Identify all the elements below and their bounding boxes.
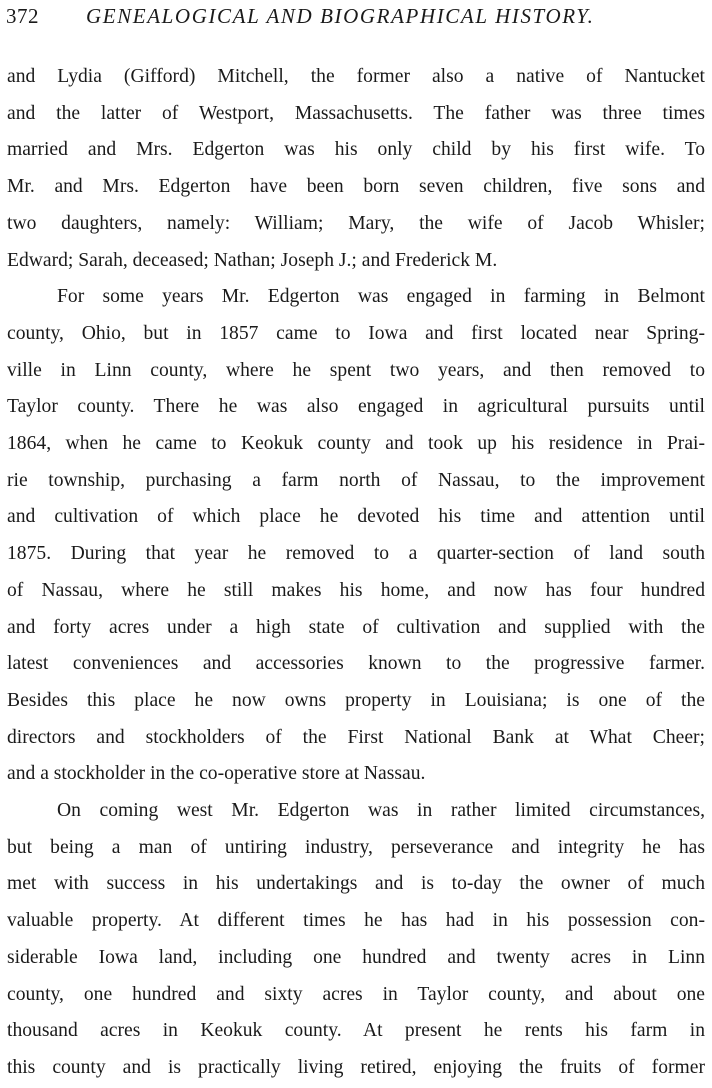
- page-number: 372: [6, 4, 39, 28]
- text-line: valuable property. At different times he has had in his possession con-: [7, 910, 705, 932]
- text-line: For some years Mr. Edgerton was engaged in farming in Belmont: [57, 286, 705, 308]
- text-line: ville in Linn county, where he spent two years, and then removed to: [7, 359, 705, 381]
- paragraph: [7, 279, 705, 793]
- text-line: On coming west Mr. Edgerton was in rather limited circumstances,: [57, 800, 705, 822]
- text-line: Besides this place he now owns property in Louisiana; is one of the: [7, 689, 705, 711]
- text-line: thousand acres in Keokuk county. At present he rents his farm in: [7, 1020, 705, 1042]
- text-line: 1875. During that year he removed to a quarter-section of land south: [7, 543, 705, 565]
- text-line: county, one hundred and sixty acres in Taylor county, and about one: [7, 983, 705, 1005]
- text-line: two daughters, namely: William; Mary, the wife of Jacob Whisler;: [7, 212, 705, 234]
- text-line: this county and is practically living retired, enjoying the fruits of former: [7, 1056, 705, 1078]
- running-title: GENEALOGICAL AND BIOGRAPHICAL HISTORY.: [86, 4, 595, 28]
- text-line: married and Mrs. Edgerton was his only child by his first wife. To: [7, 139, 705, 161]
- text-line: and Lydia (Gifford) Mitchell, the former also a native of Nantucket: [7, 66, 705, 87]
- paragraph: [7, 793, 705, 1087]
- page-body: [7, 59, 705, 1087]
- text-line: and forty acres under a high state of cultivation and supplied with the: [7, 616, 705, 638]
- text-line: Taylor county. There he was also engaged in agricultural pursuits until: [7, 396, 705, 418]
- text-line: and the latter of Westport, Massachusetts. The father was three times: [7, 102, 705, 124]
- text-line: Mr. and Mrs. Edgerton have been born seven children, five sons and: [7, 176, 705, 198]
- text-line: of Nassau, where he still makes his home, and now has four hundred: [7, 579, 705, 601]
- text-line: county, Ohio, but in 1857 came to Iowa and first located near Spring-: [7, 322, 705, 344]
- text-line: siderable Iowa land, including one hundred and twenty acres in Linn: [7, 946, 705, 968]
- text-line: and cultivation of which place he devoted his time and attention until: [7, 506, 705, 528]
- text-line: rie township, purchasing a farm north of Nassau, to the improvement: [7, 469, 705, 491]
- text-line: directors and stockholders of the First National Bank at What Cheer;: [7, 726, 705, 748]
- text-line: latest conveniences and accessories known to the progressive farmer.: [7, 653, 705, 675]
- paragraph: [7, 59, 705, 279]
- text-line: but being a man of untiring industry, perseverance and integrity he has: [7, 836, 705, 858]
- text-line: 1864, when he came to Keokuk county and took up his residence in Prai-: [7, 433, 705, 455]
- text-line: and a stockholder in the co-operative store at Nassau.: [7, 763, 426, 785]
- text-line: Edward; Sarah, deceased; Nathan; Joseph J.; and Frederick M.: [7, 249, 498, 271]
- page-header: [6, 2, 706, 32]
- text-line: met with success in his undertakings and is to-day the owner of much: [7, 873, 705, 895]
